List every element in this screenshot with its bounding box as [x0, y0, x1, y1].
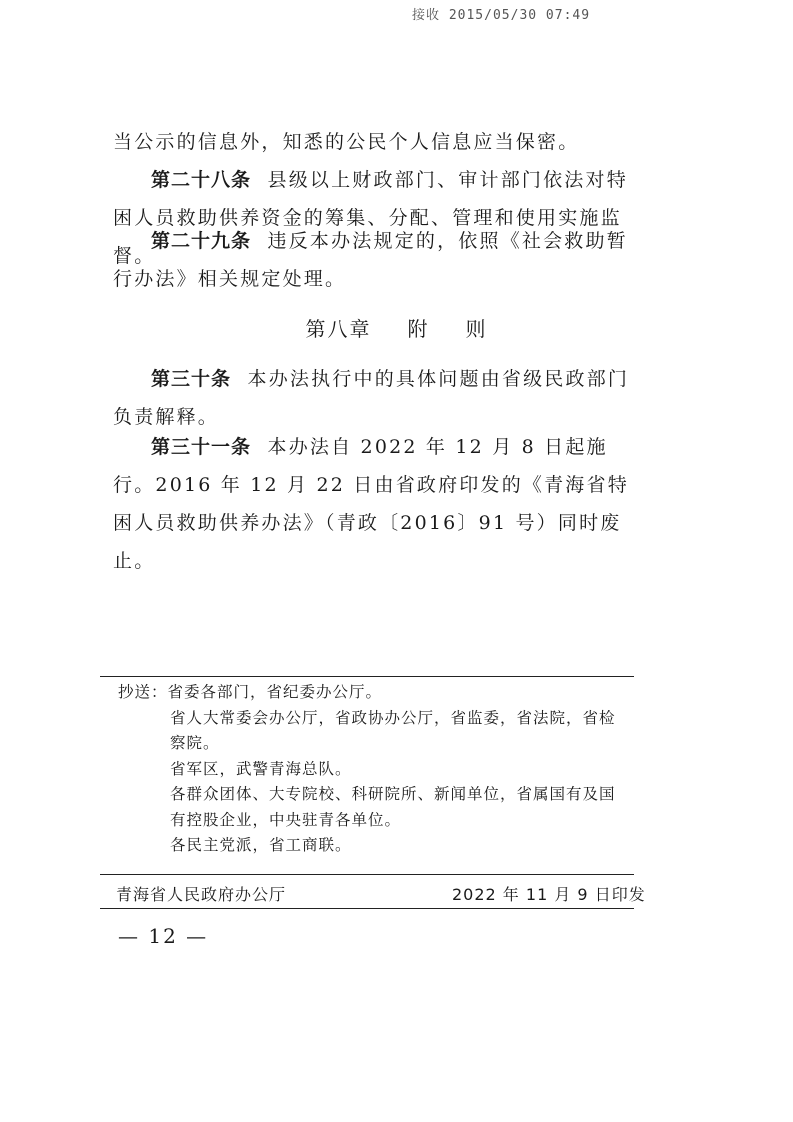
cc-line: 各群众团体、大专院校、科研院所、新闻单位，省属国有及国有控股企业，中央驻青各单位。	[170, 785, 616, 829]
article-31	[113, 428, 640, 580]
article-text: 本办法执行中的具体问题由省级民政部门负责解释。	[113, 368, 630, 428]
cc-line: 省军区，武警青海总队。	[170, 759, 352, 778]
cc-top-rule	[100, 676, 634, 677]
article-number: 第三十一条	[151, 436, 252, 458]
received-timestamp: 接收 2015/05/30 07:49	[412, 8, 591, 23]
cc-recipient: 省委各部门，省纪委办公厅。	[167, 683, 383, 701]
chapter-number: 第八章	[305, 317, 372, 341]
article-text: 违反本办法规定的，依照《社会救助暂行办法》相关规定处理。	[113, 230, 628, 290]
cc-line	[118, 680, 630, 706]
paragraph-continuation	[113, 123, 640, 161]
article-30	[113, 360, 640, 436]
issuing-office: 青海省人民政府办公厅	[116, 885, 287, 904]
cc-label: 抄送：	[118, 683, 168, 701]
chapter-title-first: 附	[407, 317, 430, 341]
page-number: — 12 —	[118, 924, 209, 948]
article-number: 第三十条	[151, 368, 232, 390]
cc-line: 省人大常委会办公厅，省政协办公厅，省监委，省法院，省检察院。	[170, 708, 616, 752]
article-number: 第二十八条	[151, 169, 252, 191]
article-29	[113, 222, 640, 298]
footer-top-rule	[100, 874, 634, 875]
cc-line: 各民主党派，省工商联。	[170, 836, 352, 854]
issue-date: 2022 年 11 月 9 日印发	[452, 885, 646, 904]
article-text: 县级以上财政部门、审计部门依法对特困人员救助供养资金的筹集、分配、管理和使用实施监督。	[113, 169, 628, 267]
footer-bottom-rule	[100, 908, 634, 909]
article-text: 本办法自 2022 年 12 月 8 日起施行。2016 年 12 月 22 日由省政府印发的《青海省特困人员救助供养办法》（青政〔2016〕91 号）同时废止。	[113, 436, 629, 572]
chapter-title-second: 则	[465, 317, 488, 341]
cc-block	[118, 680, 630, 859]
article-number: 第二十九条	[151, 230, 252, 252]
chapter-heading	[0, 313, 793, 342]
paragraph-text: 当公示的信息外，知悉的公民个人信息应当保密。	[113, 131, 580, 153]
